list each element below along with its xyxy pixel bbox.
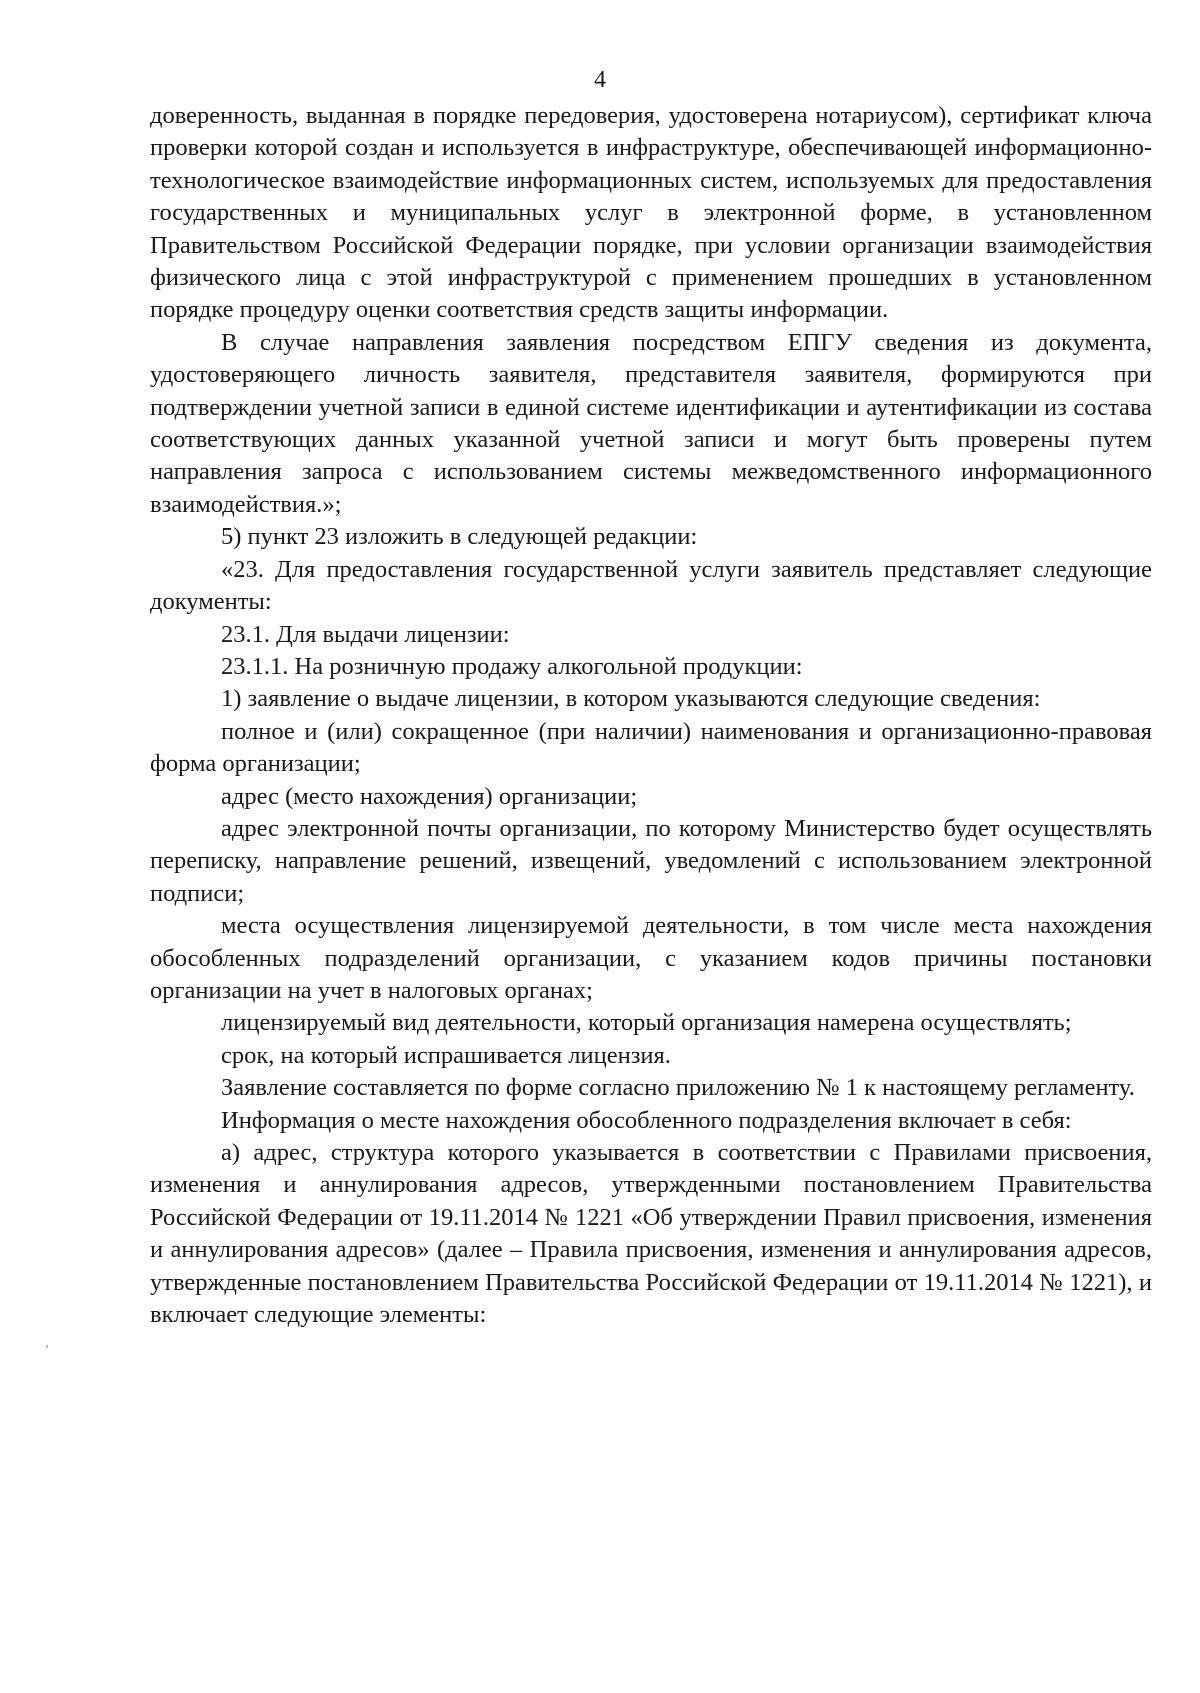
paragraph-13: срок, на который испрашивается лицензия.: [221, 1041, 671, 1069]
paragraph-5: 23.1. Для выдачи лицензии:: [221, 620, 510, 648]
paragraph-6: 23.1.1. На розничную продажу алкогольной продукции:: [221, 652, 803, 680]
paragraph-12: лицензируемый вид деятельности, который организация намерена осуществлять;: [221, 1009, 1072, 1037]
paragraph-9: адрес (место нахождения) организации;: [221, 782, 638, 810]
paragraph-4: «23. Для предоставления государственной услуги заявитель представляет следующие документы:: [150, 555, 1152, 616]
paragraph-11: места осуществления лицензируемой деятельности, в том числе места нахождения обособленных подразделений организации, с указанием кодов причины постановки организации на учет в налоговых органах;: [150, 912, 1152, 1004]
page-number: 4: [594, 67, 606, 93]
scan-speck: [46, 1345, 48, 1348]
paragraph-16: а) адрес, структура которого указывается в соответствии с Правилами присвоения, изменения и аннулирования адресов, утвержденными постановлением Правительства Российской Федерации от 19.11.2014 № 1221 «Об утверждении Правил присвоения, изменения и аннулирования адресов» (далее – Правила присвоения, изменения и аннулирования адресов, утвержденные постановлением Правительства Российской Федерации от 19.11.2014 № 1221), и включает следующие элементы:: [150, 1139, 1152, 1329]
paragraph-15: Информация о месте нахождения обособленного подразделения включает в себя:: [221, 1106, 1072, 1134]
paragraph-10: адрес электронной почты организации, по которому Министерство будет осуществлять переписку, направление решений, извещений, уведомлений с использованием электронной подписи;: [150, 814, 1152, 907]
paragraph-8: полное и (или) сокращенное (при наличии) наименования и организационно-правовая форма организации;: [150, 717, 1152, 778]
paragraph-7: 1) заявление о выдаче лицензии, в котором указываются следующие сведения:: [221, 685, 1041, 713]
paragraph-2: В случае направления заявления посредством ЕПГУ сведения из документа, удостоверяющего личность заявителя, представителя заявителя, формируются при подтверждении учетной записи в единой системе идентификации и аутентификации из состава соответствующих данных указанной учетной записи и могут быть проверены путем направления запроса с использованием системы межведомственного информационного взаимодействия.»;: [150, 328, 1152, 518]
paragraph-14: Заявление составляется по форме согласно приложению № 1 к настоящему регламенту.: [221, 1074, 1135, 1102]
paragraph-1: доверенность, выданная в порядке передоверия, удостоверена нотариусом), сертификат ключа проверки которой создан и используется в инфраструктуре, обеспечивающей информационно-технологическое взаимодействие информационных систем, используемых для предоставления государственных и муниципальных услуг в электронной форме, в установленном Правительством Российской Федерации порядке, при условии организации взаимодействия физического лица с этой инфраструктурой с применением прошедших в установленном порядке процедуру оценки соответствия средств защиты информации.: [150, 102, 1152, 324]
paragraph-3: 5) пункт 23 изложить в следующей редакции:: [221, 523, 698, 551]
document-body: [150, 100, 1152, 1331]
